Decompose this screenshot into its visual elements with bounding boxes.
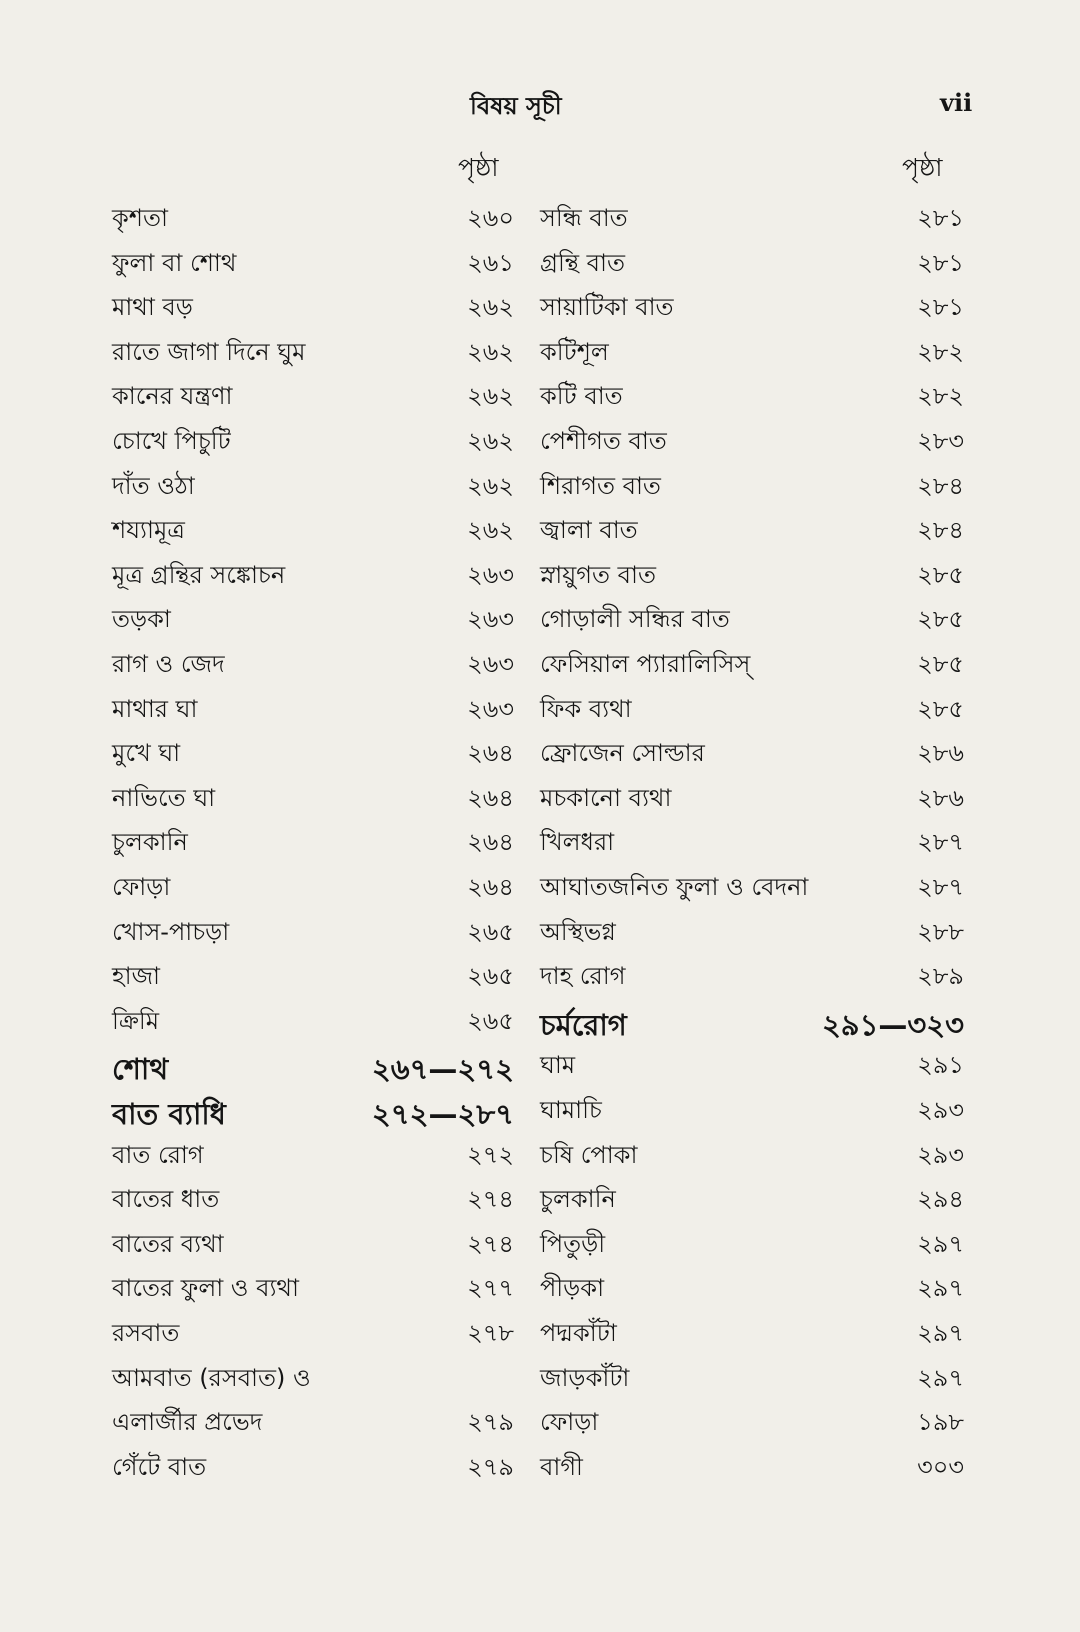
entry-title: সায়াটিকা বাত <box>540 293 674 322</box>
entry-title: মচকানো ব্যথা <box>540 783 672 812</box>
entry-title: দাঁত ওঠা <box>112 471 195 500</box>
entry-title: ফেসিয়াল প্যারালিসিস্ <box>540 650 751 678</box>
entry-page-number: ২৬৪ <box>467 828 514 857</box>
entry-page-number: ২৮৫ <box>917 605 964 634</box>
entry-title: চষি পোকা <box>540 1140 638 1169</box>
section-page-range: ২৯১—৩২৩ <box>821 1007 964 1042</box>
entry-page-number: ২৬৫ <box>467 962 514 991</box>
entry-page-number: ২৭৭ <box>467 1274 514 1303</box>
entry-title: দাহ রোগ <box>540 962 626 991</box>
entry-page-number: ২৮৫ <box>917 694 964 723</box>
entry-page-number: ২৮৩ <box>917 427 964 455</box>
entry-title: ঘাম <box>540 1051 576 1080</box>
entry-title: তড়কা <box>112 605 171 634</box>
entry-page-number: ২৯৭ <box>917 1229 964 1258</box>
entry-title: চুলকানি <box>112 828 188 857</box>
entry-title: ক্রিমি <box>112 1006 160 1035</box>
entry-page-number: ২৬০ <box>467 204 514 232</box>
entry-title: গ্রন্থি বাত <box>540 248 625 277</box>
entry-page-number: ২৬৪ <box>467 783 514 812</box>
entry-page-number: ২৮১ <box>917 204 964 232</box>
section-heading: বাত ব্যাধি <box>112 1097 226 1131</box>
entry-title: স্নায়ুগত বাত <box>540 560 656 589</box>
entry-title: কৃশতা <box>112 204 168 232</box>
entry-title: হাজা <box>112 962 161 991</box>
entry-page-number: ২৬৪ <box>467 739 514 768</box>
entry-title: কটিশূল <box>540 337 609 366</box>
entry-title: মাথার ঘা <box>112 694 198 723</box>
entry-page-number: ২৮৪ <box>917 471 964 500</box>
entry-title: কটি বাত <box>540 382 623 411</box>
entry-page-number: ২৬২ <box>467 427 514 455</box>
section-page-range: ২৬৭—২৭২ <box>371 1052 514 1087</box>
entry-page-number: ২৭৯ <box>467 1408 514 1437</box>
entry-title: পদ্মকাঁটা <box>540 1319 617 1347</box>
entry-title: বাতের ব্যথা <box>112 1229 224 1258</box>
entry-page-number: ২৯৩ <box>917 1140 964 1169</box>
entry-page-number: ২৬৩ <box>467 560 514 589</box>
entry-page-number: ২৯৪ <box>917 1185 964 1214</box>
entry-title: ঘামাচি <box>540 1096 602 1124</box>
entry-title: ফোড়া <box>112 873 171 901</box>
entry-page-number: ২৬৪ <box>467 873 514 901</box>
entry-title: খোস-পাচড়া <box>112 917 230 946</box>
entry-title: পিতুড়ী <box>540 1229 606 1258</box>
entry-page-number: ২৮১ <box>917 248 964 277</box>
section-heading: শোথ <box>112 1052 169 1087</box>
entry-title: আঘাতজনিত ফুলা ও বেদনা <box>540 873 809 901</box>
page-number: vii <box>940 88 973 117</box>
entry-title: ফোড়া <box>540 1408 599 1437</box>
entry-title: ফিক ব্যথা <box>540 694 632 723</box>
entry-title: ফুলা বা শোথ <box>112 248 237 277</box>
entry-title: মুখে ঘা <box>112 739 181 768</box>
entry-page-number: ২৬২ <box>467 337 514 366</box>
entry-title: খিলধরা <box>540 828 615 857</box>
entry-page-number: ২৮৪ <box>917 516 964 545</box>
entry-page-number: ২৬২ <box>467 293 514 322</box>
entry-title: বাগী <box>540 1452 583 1481</box>
entry-title: পীড়কা <box>540 1274 605 1303</box>
entry-title: এলার্জীর প্রভেদ <box>112 1408 263 1437</box>
entry-title: মাথা বড় <box>112 293 193 322</box>
entry-page-number: ২৭৪ <box>467 1185 514 1214</box>
entry-page-number: ২৭৪ <box>467 1229 514 1258</box>
section-page-range: ২৭২—২৮৭ <box>371 1097 514 1131</box>
entry-page-number: ২৬৫ <box>467 917 514 946</box>
entry-page-number: ২৮২ <box>917 382 964 411</box>
entry-page-number: ২৬৩ <box>467 694 514 723</box>
entry-title: বাতের ফুলা ও ব্যথা <box>112 1274 299 1303</box>
entry-page-number: ২৯৩ <box>917 1096 964 1124</box>
entry-page-number: ২৬২ <box>467 382 514 411</box>
entry-title: রাগ ও জেদ <box>112 650 225 678</box>
entry-title: জ্বালা বাত <box>540 516 638 545</box>
entry-page-number: ২৯৭ <box>917 1363 964 1392</box>
entry-title: গোড়ালী সন্ধির বাত <box>540 605 730 634</box>
entry-title: শয্যামূত্র <box>112 516 185 545</box>
entry-page-number: ২৮৮ <box>917 917 964 946</box>
entry-page-number: ২৮৬ <box>917 783 964 812</box>
entry-title: অস্থিভগ্ন <box>540 917 616 946</box>
entry-page-number: ২৮২ <box>917 337 964 366</box>
entry-page-number: ২৮১ <box>917 293 964 322</box>
left-page-heading: পৃষ্ঠা <box>458 153 499 182</box>
entry-page-number: ২৭২ <box>467 1140 514 1169</box>
entry-title: আমবাত (রসবাত) ও <box>112 1363 311 1392</box>
entry-page-number: ২৬৩ <box>467 605 514 634</box>
entry-page-number: ২৮৯ <box>917 962 964 991</box>
section-heading: চর্মরোগ <box>540 1007 627 1042</box>
entry-title: রাতে জাগা দিনে ঘুম <box>112 337 306 366</box>
entry-title: কানের যন্ত্রণা <box>112 382 233 411</box>
entry-title: বাতের ধাত <box>112 1185 220 1214</box>
entry-title: জাড়কাঁটা <box>540 1363 630 1392</box>
entry-title: সন্ধি বাত <box>540 204 628 232</box>
entry-title: চুলকানি <box>540 1185 616 1214</box>
entry-page-number: ২৮৫ <box>917 560 964 589</box>
entry-title: ফ্রোজেন সোল্ডার <box>540 739 705 768</box>
entry-page-number: ২৭৮ <box>467 1319 514 1347</box>
entry-page-number: ১৯৮ <box>917 1408 964 1437</box>
entry-title: গেঁটে বাত <box>112 1452 207 1481</box>
entry-page-number: ৩০৩ <box>917 1452 964 1481</box>
entry-page-number: ২৬৫ <box>467 1006 514 1035</box>
entry-page-number: ২৭৯ <box>467 1452 514 1481</box>
entry-title: বাত রোগ <box>112 1140 204 1169</box>
entry-page-number: ২৮৭ <box>917 873 964 901</box>
entry-page-number: ২৬১ <box>467 248 514 277</box>
entry-page-number: ২৬৩ <box>467 650 514 678</box>
page-header-title: বিষয় সূচী <box>470 92 562 120</box>
entry-title: রসবাত <box>112 1319 180 1347</box>
entry-title: চোখে পিচুটি <box>112 427 231 455</box>
entry-page-number: ২৮৫ <box>917 650 964 678</box>
entry-page-number: ২৬২ <box>467 516 514 545</box>
entry-title: পেশীগত বাত <box>540 427 667 455</box>
entry-page-number: ২৮৬ <box>917 739 964 768</box>
entry-page-number: ২৯৭ <box>917 1274 964 1303</box>
entry-title: নাভিতে ঘা <box>112 783 216 812</box>
entry-title: মূত্র গ্রন্থির সঙ্কোচন <box>112 560 286 589</box>
right-page-heading: পৃষ্ঠা <box>902 153 943 182</box>
entry-page-number: ২৬২ <box>467 471 514 500</box>
entry-page-number: ২৯৭ <box>917 1319 964 1347</box>
entry-page-number: ২৯১ <box>917 1051 964 1080</box>
entry-title: শিরাগত বাত <box>540 471 661 500</box>
entry-page-number: ২৮৭ <box>917 828 964 857</box>
